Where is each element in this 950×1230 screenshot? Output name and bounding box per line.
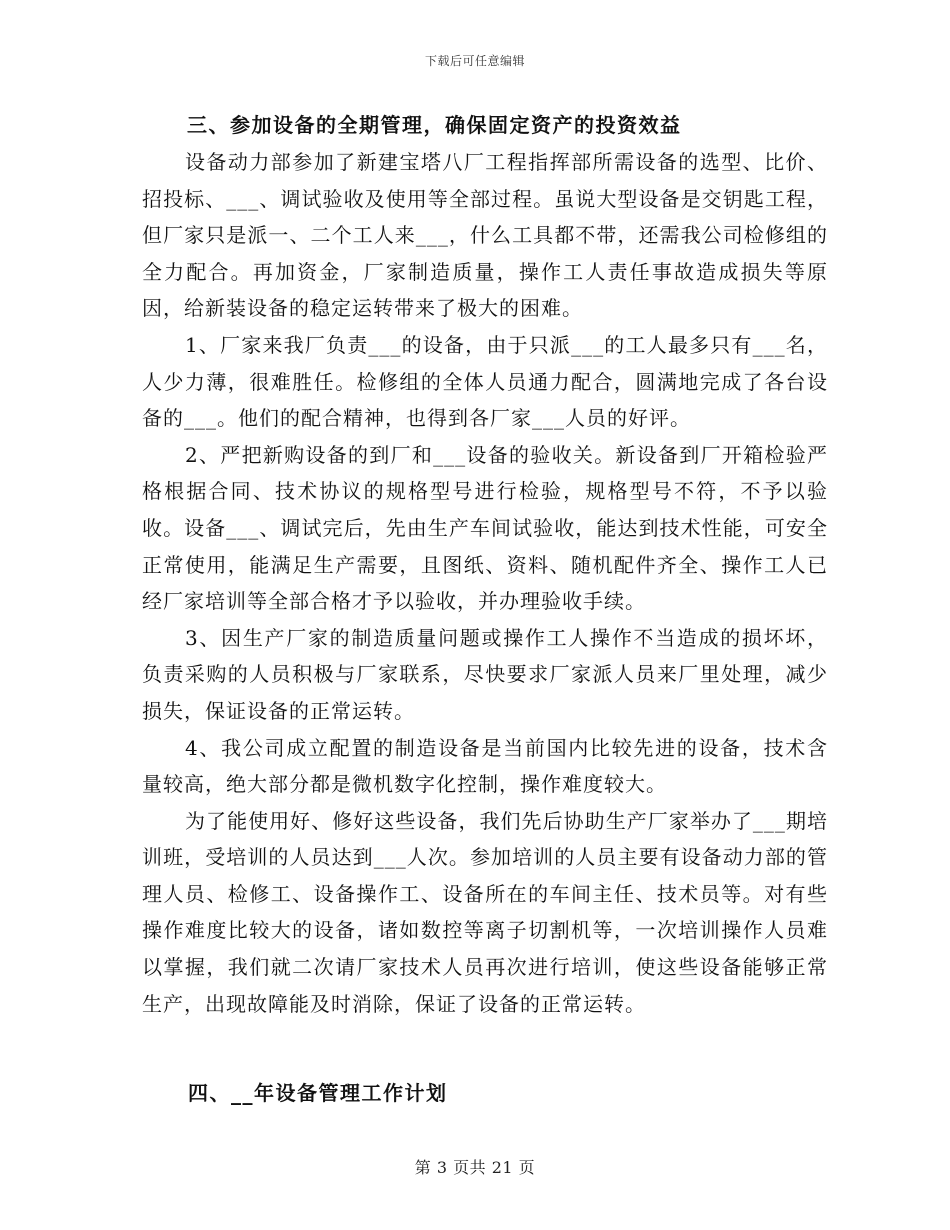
page-footer: 第 3 页共 21 页 (414, 1158, 536, 1177)
paragraph-item-2: 2、严把新购设备的到厂和___设备的验收关。新设备到厂开箱检验严格根据合同、技术协议的规格型号进行检验，规格型号不符，不予以验收。设备___、调试完后，先由生产车间试验收，能达到技术性能，可安全正常使用，能满足生产需要，且图纸、资料、随机配件齐全、操作工人已经厂家培训等全部合格才予以验收，并办理验收手续。 (142, 442, 828, 614)
paragraph-item-3: 3、因生产厂家的制造质量问题或操作工人操作不当造成的损坏坏，负责采购的人员积极与厂家联系，尽快要求厂家派人员来厂里处理，减少损失，保证设备的正常运转。 (142, 625, 828, 723)
page-header: 下载后可任意编辑 (424, 54, 525, 68)
section-4-heading: 四、__年设备管理工作计划 (188, 1081, 448, 1105)
paragraph-intro: 设备动力部参加了新建宝塔八厂工程指挥部所需设备的选型、比价、招投标、___、调试验收及使用等全部过程。虽说大型设备是交钥匙工程，但厂家只是派一、二个工人来___，什么工具都不带，还需我公司检修组的全力配合。再加资金，厂家制造质量，操作工人责任事故造成损失等原因，给新装设备的稳定运转带来了极大的困难。 (142, 150, 828, 321)
document-body (142, 106, 828, 1022)
paragraph-item-4: 4、我公司成立配置的制造设备是当前国内比较先进的设备，技术含量较高，绝大部分都是微机数字化控制，操作难度较大。 (142, 735, 828, 797)
paragraph-item-1: 1、厂家来我厂负责___的设备，由于只派___的工人最多只有___名，人少力薄，很难胜任。检修组的全体人员通力配合，圆满地完成了各台设备的___。他们的配合精神，也得到各厂家___人员的好评。 (142, 332, 828, 431)
section-3-heading: 三、参加设备的全期管理，确保固定资产的投资效益 (187, 113, 682, 137)
paragraph-training: 为了能使用好、修好这些设备，我们先后协助生产厂家举办了___期培训班，受培训的人员达到___人次。参加培训的人员主要有设备动力部的管理人员、检修工、设备操作工、设备所在的车间主任、技术员等。对有些操作难度比较大的设备，诸如数控等离子切割机等，一次培训操作人员难以掌握，我们就二次请厂家技术人员再次进行培训，使这些设备能够正常生产，出现故障能及时消除，保证了设备的正常运转。 (142, 808, 828, 1016)
